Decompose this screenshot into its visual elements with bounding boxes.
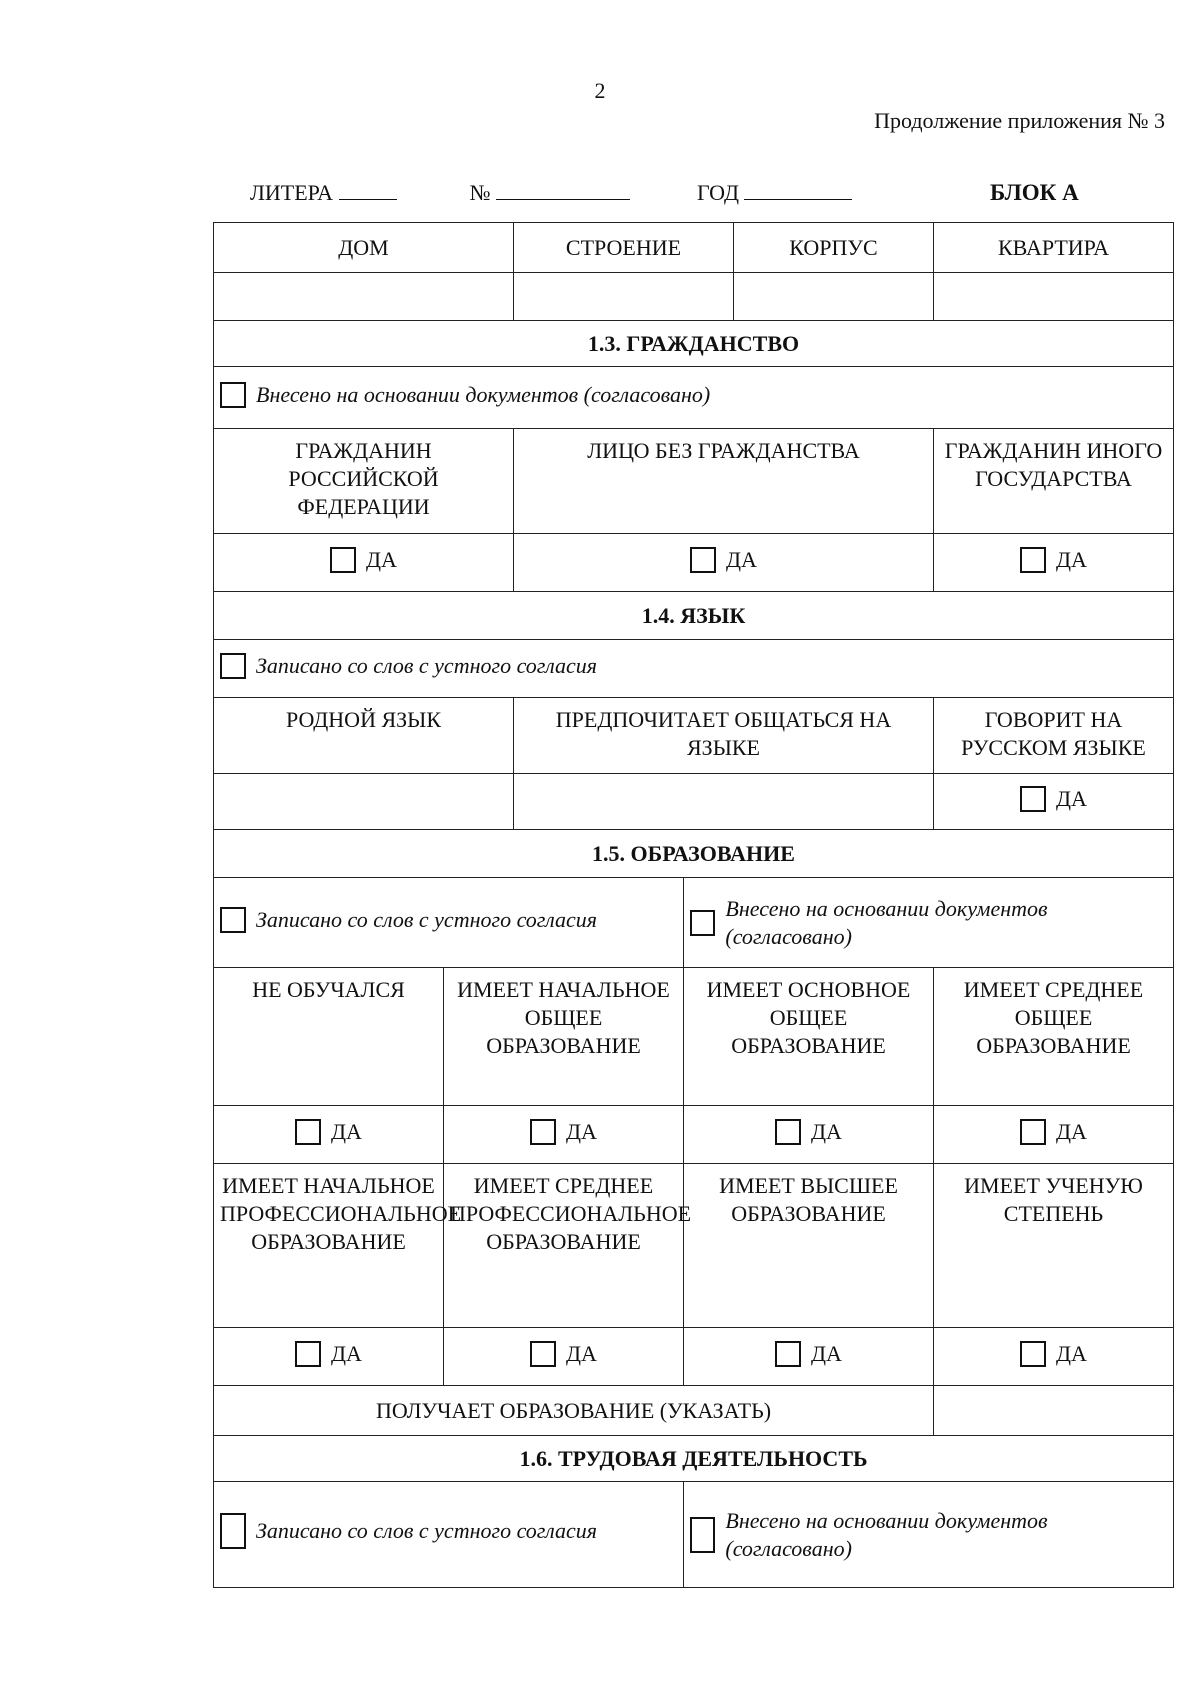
edu-basic-general-header: ИМЕЕТ ОСНОВНОЕ ОБЩЕЕ ОБРАЗОВАНИЕ (684, 968, 934, 1106)
checkbox[interactable] (530, 1119, 556, 1145)
checkbox[interactable] (690, 1517, 715, 1553)
house-field[interactable] (214, 273, 514, 321)
census-form-table (213, 222, 1174, 1588)
employment-words-label: Записано со слов с устного согласия (256, 1518, 597, 1543)
edu-higher-header: ИМЕЕТ ВЫСШЕЕ ОБРАЗОВАНИЕ (684, 1164, 934, 1328)
page-number: 2 (594, 78, 606, 103)
edu-basic-general-yes (684, 1106, 934, 1164)
speaks-russian-yes (934, 774, 1174, 830)
education-words-option (214, 878, 684, 968)
employment-words-option (214, 1482, 684, 1588)
building-field[interactable] (514, 273, 734, 321)
yes-label: ДА (1056, 546, 1087, 572)
edu-degree-yes (934, 1328, 1174, 1386)
citizenship-foreign-header: ГРАЖДАНИН ИНОГО ГОСУДАРСТВА (934, 429, 1174, 534)
yes-label: ДА (1056, 1118, 1087, 1144)
yes-label: ДА (726, 546, 757, 572)
citizenship-docs-label: Внесено на основании документов (согласовано) (256, 381, 711, 407)
native-language-field[interactable] (214, 774, 514, 830)
checkbox[interactable] (295, 1119, 321, 1145)
checkbox[interactable] (775, 1341, 801, 1367)
yes-label: ДА (331, 1118, 362, 1144)
checkbox[interactable] (220, 907, 246, 933)
yes-label: ДА (1056, 1340, 1087, 1366)
receiving-education-field[interactable] (934, 1386, 1174, 1436)
edu-primary-vocational-header: ИМЕЕТ НАЧАЛЬНОЕ ПРОФЕССИОНАЛЬНОЕ ОБРАЗОВАНИЕ (214, 1164, 444, 1328)
citizenship-docs-option (214, 367, 1174, 429)
checkbox[interactable] (220, 382, 246, 408)
receiving-education-label: ПОЛУЧАЕТ ОБРАЗОВАНИЕ (УКАЗАТЬ) (214, 1386, 934, 1436)
corpus-field[interactable] (734, 273, 934, 321)
checkbox[interactable] (295, 1341, 321, 1367)
citizenship-rf-yes (214, 534, 514, 592)
address-header-corpus: КОРПУС (734, 223, 934, 273)
yes-label: ДА (811, 1340, 842, 1366)
language-native-header: РОДНОЙ ЯЗЫК (214, 698, 514, 774)
edu-secondary-general-yes (934, 1106, 1174, 1164)
address-header-apartment: КВАРТИРА (934, 223, 1174, 273)
edu-secondary-general-header: ИМЕЕТ СРЕДНЕЕ ОБЩЕЕ ОБРАЗОВАНИЕ (934, 968, 1174, 1106)
number-field[interactable] (496, 181, 630, 200)
citizenship-stateless-header: ЛИЦО БЕЗ ГРАЖДАНСТВА (514, 429, 934, 534)
employment-docs-label: Внесено на основании документов (согласовано) (725, 1507, 1048, 1561)
checkbox[interactable] (1020, 1119, 1046, 1145)
checkbox[interactable] (775, 1119, 801, 1145)
education-docs-option (684, 878, 1174, 968)
edu-primary-vocational-yes (214, 1328, 444, 1386)
number-label: № (469, 180, 491, 205)
edu-primary-general-header: ИМЕЕТ НАЧАЛЬНОЕ ОБЩЕЕ ОБРАЗОВАНИЕ (444, 968, 684, 1106)
header-fields (250, 180, 852, 206)
apartment-field[interactable] (934, 273, 1174, 321)
language-words-label: Записано со слов с устного согласия (256, 652, 597, 678)
edu-primary-general-yes (444, 1106, 684, 1164)
edu-none-yes (214, 1106, 444, 1164)
checkbox[interactable] (530, 1341, 556, 1367)
section-language-title: 1.4. ЯЗЫК (214, 592, 1174, 640)
address-header-building: СТРОЕНИЕ (514, 223, 734, 273)
checkbox[interactable] (1020, 786, 1046, 812)
litera-field[interactable] (339, 181, 397, 200)
language-preferred-header: ПРЕДПОЧИТАЕТ ОБЩАТЬСЯ НА ЯЗЫКЕ (514, 698, 934, 774)
checkbox[interactable] (1020, 547, 1046, 573)
employment-docs-option (684, 1482, 1174, 1588)
edu-secondary-vocational-header: ИМЕЕТ СРЕДНЕЕ ПРОФЕССИОНАЛЬНОЕ ОБРАЗОВАНИЕ (444, 1164, 684, 1328)
yes-label: ДА (331, 1340, 362, 1366)
section-education-title: 1.5. ОБРАЗОВАНИЕ (214, 830, 1174, 878)
yes-label: ДА (566, 1340, 597, 1366)
yes-label: ДА (1056, 785, 1087, 811)
checkbox[interactable] (220, 1513, 246, 1549)
yes-label: ДА (811, 1118, 842, 1144)
edu-degree-header: ИМЕЕТ УЧЕНУЮ СТЕПЕНЬ (934, 1164, 1174, 1328)
education-words-label: Записано со слов с устного согласия (256, 906, 597, 932)
address-header-house: ДОМ (214, 223, 514, 273)
checkbox[interactable] (1020, 1341, 1046, 1367)
yes-label: ДА (566, 1118, 597, 1144)
year-label: ГОД (697, 180, 739, 205)
preferred-language-field[interactable] (514, 774, 934, 830)
edu-secondary-vocational-yes (444, 1328, 684, 1386)
language-words-option (214, 640, 1174, 698)
section-citizenship-title: 1.3. ГРАЖДАНСТВО (214, 321, 1174, 367)
checkbox[interactable] (690, 910, 715, 936)
appendix-note: Продолжение приложения № 3 (874, 108, 1165, 133)
education-docs-label: Внесено на основании документов (согласовано) (725, 895, 1048, 949)
block-label: БЛОК А (990, 180, 1079, 205)
section-employment-title: 1.6. ТРУДОВАЯ ДЕЯТЕЛЬНОСТЬ (214, 1436, 1174, 1482)
year-field[interactable] (744, 181, 852, 200)
litera-label: ЛИТЕРА (250, 180, 333, 205)
language-russian-header: ГОВОРИТ НА РУССКОМ ЯЗЫКЕ (934, 698, 1174, 774)
citizenship-rf-header: ГРАЖДАНИН РОССИЙСКОЙ ФЕДЕРАЦИИ (214, 429, 514, 534)
edu-higher-yes (684, 1328, 934, 1386)
checkbox[interactable] (330, 547, 356, 573)
checkbox[interactable] (220, 653, 246, 679)
citizenship-stateless-yes (514, 534, 934, 592)
edu-none-header: НЕ ОБУЧАЛСЯ (214, 968, 444, 1106)
yes-label: ДА (366, 546, 397, 572)
checkbox[interactable] (690, 547, 716, 573)
citizenship-foreign-yes (934, 534, 1174, 592)
